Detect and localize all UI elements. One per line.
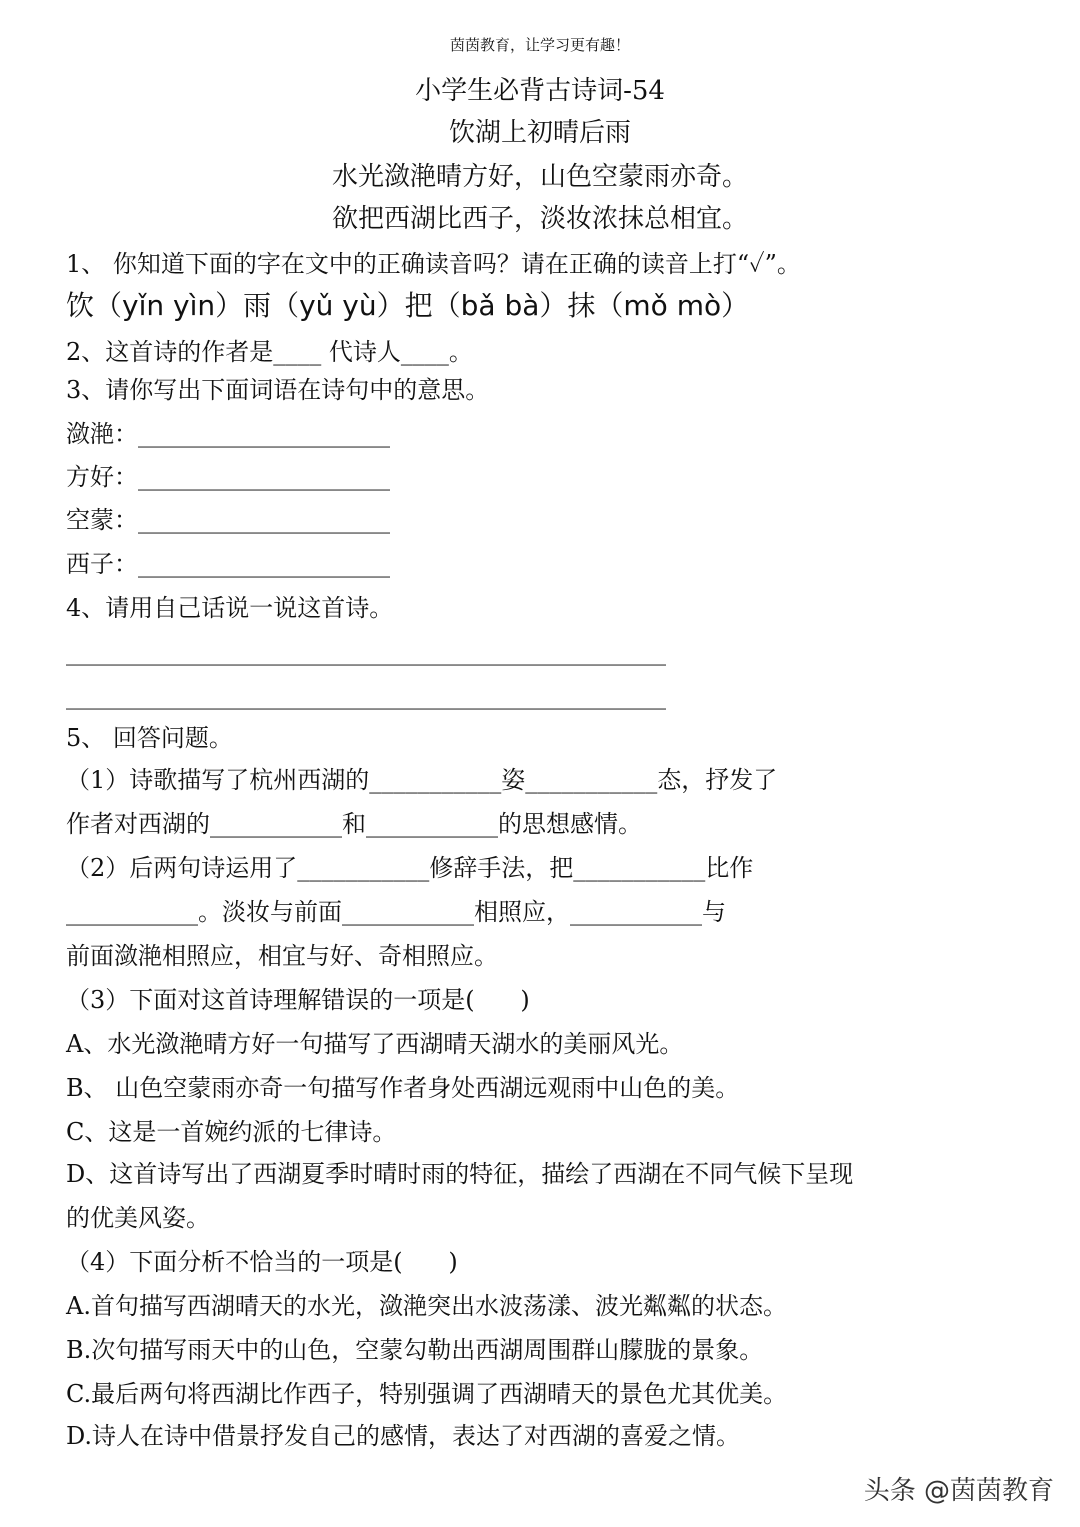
question-5-4-option-a: A.首句描写西湖晴天的水光，潋滟突出水波荡漾、波光粼粼的状态。 (66, 1292, 787, 1320)
question-5-4-option-b: B.次句描写雨天中的山色，空蒙勾勒出西湖周围群山朦胧的景象。 (66, 1336, 764, 1364)
question-3-item: 方好：_____________________ (66, 463, 390, 491)
question-5-3-prompt: （3）下面对这首诗理解错误的一项是( ) (66, 986, 530, 1014)
question-3-item: 西子：_____________________ (66, 550, 390, 578)
question-5-3-option-a: A、水光潋滟晴方好一句描写了西湖晴天湖水的美丽风光。 (66, 1030, 684, 1058)
poem-title: 饮湖上初晴后雨 (448, 118, 631, 148)
question-5-4-option-c: C.最后两句将西湖比作西子，特别强调了西湖晴天的景色尤其优美。 (66, 1380, 788, 1408)
watermark: 头条 @茵茵教育 (863, 1476, 1054, 1506)
question-5-2-line-3: 前面潋滟相照应，相宜与好、奇相照应。 (66, 942, 498, 970)
answer-blank-line: __________________________________________________ (66, 682, 666, 710)
question-5-4-option-d: D.诗人在诗中借景抒发自己的感情，表达了对西湖的喜爱之情。 (66, 1422, 741, 1450)
question-3-item: 潋滟：_____________________ (66, 420, 390, 448)
question-1-options: 饮（yǐn yìn）雨（yǔ yù）把（bǎ bà）抹（mǒ mò） (66, 289, 750, 322)
question-5-3-option-b: B、 山色空蒙雨亦奇一句描写作者身处西湖远观雨中山色的美。 (66, 1074, 740, 1102)
poem-line-1: 水光潋滟晴方好，山色空蒙雨亦奇。 (331, 162, 748, 192)
answer-blank-line: __________________________________________________ (66, 638, 666, 666)
question-3-item: 空蒙：_____________________ (66, 506, 390, 534)
question-5-3-option-c: C、这是一首婉约派的七律诗。 (66, 1118, 397, 1146)
question-3-prompt: 3、请你写出下面词语在诗句中的意思。 (66, 376, 490, 404)
question-5-2-line-1: （2）后两句诗运用了___________修辞手法，把___________比作 (66, 854, 754, 882)
question-5-1-line-1: （1）诗歌描写了杭州西湖的___________姿___________态，抒发了 (66, 766, 778, 794)
question-5-4-prompt: （4）下面分析不恰当的一项是( ) (66, 1248, 458, 1276)
question-5-3-option-d: D、这首诗写出了西湖夏季时晴时雨的特征，描绘了西湖在不同气候下呈现 (66, 1160, 854, 1188)
poem-line-2: 欲把西湖比西子，淡妆浓抹总相宜。 (331, 204, 748, 234)
page-title: 小学生必背古诗词-54 (415, 76, 665, 106)
question-2: 2、这首诗的作者是____ 代诗人____。 (66, 338, 473, 366)
question-1-prompt: 1、 你知道下面的字在文中的正确读音吗？请在正确的读音上打“✓”。 (66, 250, 801, 278)
question-5-3-option-d-cont: 的优美风姿。 (66, 1204, 210, 1232)
question-5-1-line-2: 作者对西湖的___________和___________的思想感情。 (66, 810, 642, 838)
question-5-2-line-2: ___________。淡妆与前面___________相照应，___________与 (66, 898, 726, 926)
page-header: 茵茵教育，让学习更有趣！ (449, 36, 630, 54)
question-4-prompt: 4、请用自己话说一说这首诗。 (66, 594, 394, 622)
question-5-prompt: 5、 回答问题。 (66, 724, 233, 752)
